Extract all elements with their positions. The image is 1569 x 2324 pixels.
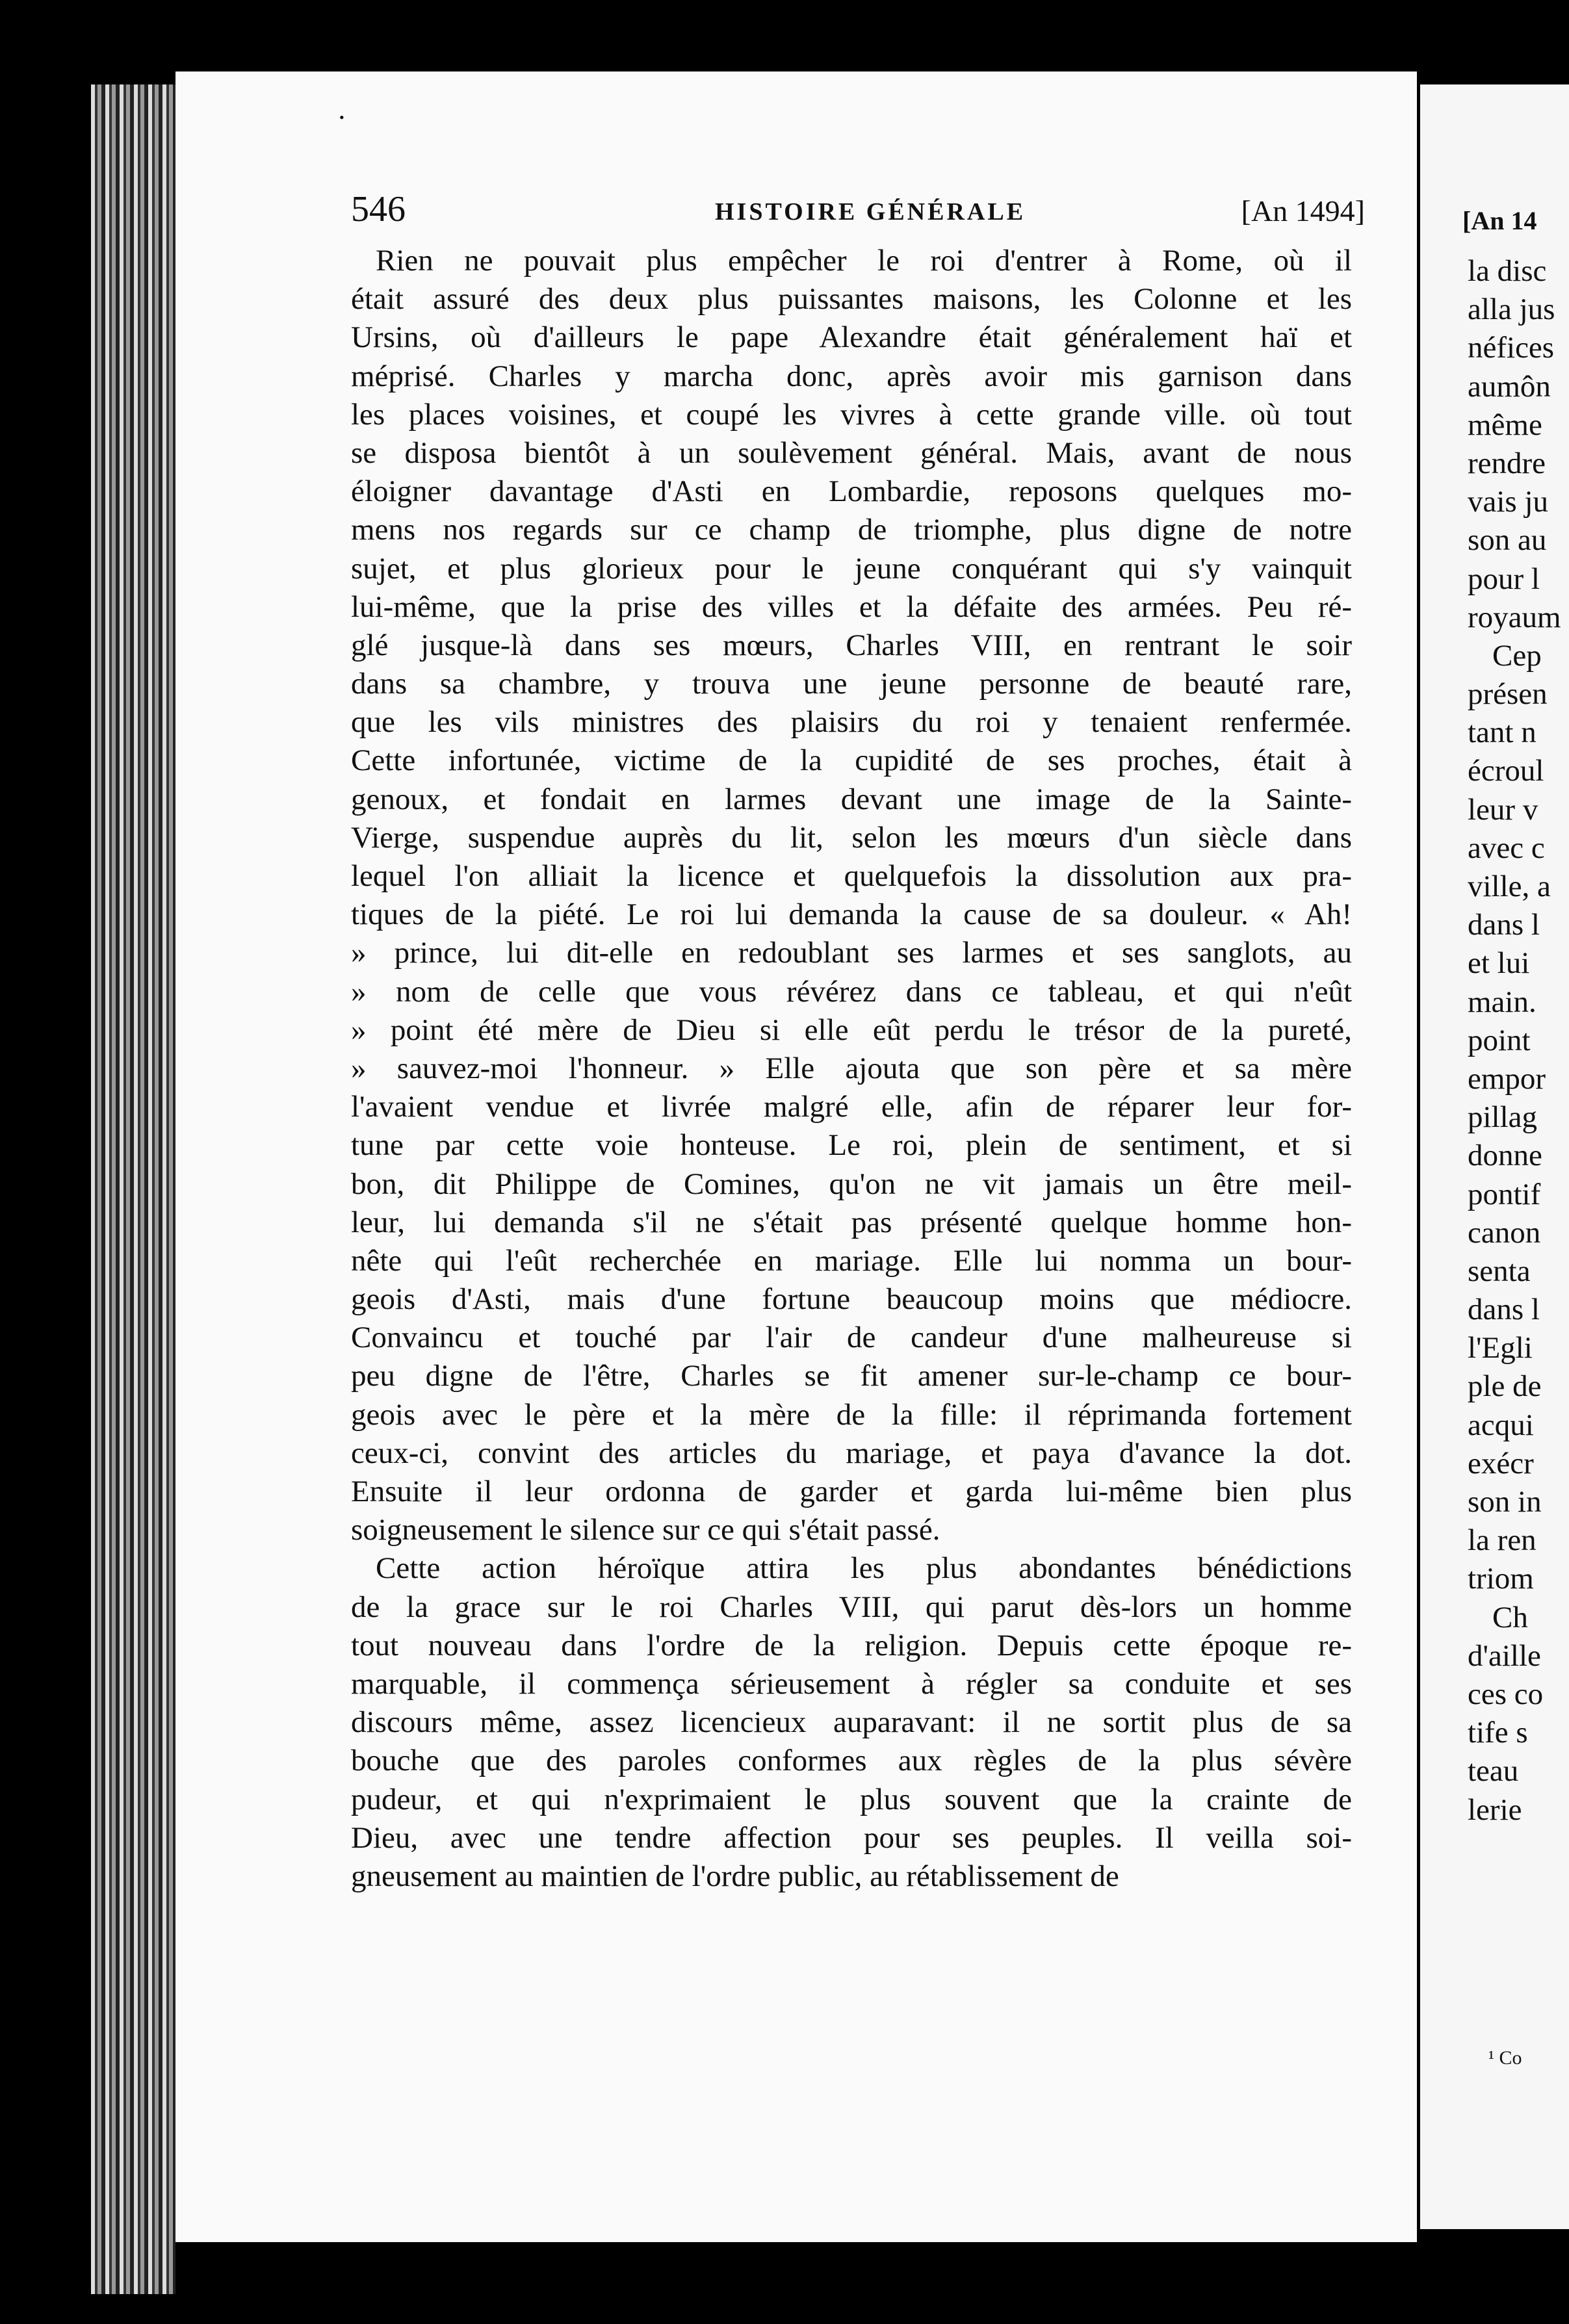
right-page-text [1468, 252, 1569, 1829]
right-text-line: d'aille [1468, 1638, 1541, 1673]
text-line: pudeur, et qui n'exprimaient le plus souvent que la crainte de [351, 1782, 1352, 1816]
text-line: discours même, assez licencieux auparavant: il ne sortit plus de sa [351, 1705, 1352, 1740]
text-line: sujet, et plus glorieux pour le jeune conquérant qui s'y vainquit [351, 551, 1352, 586]
text-line: tune par cette voie honteuse. Le roi, plein de sentiment, et si [351, 1128, 1352, 1163]
text-line: les places voisines, et coupé les vivres à cette grande ville. où tout [351, 397, 1352, 432]
text-line: Cette action héroïque attira les plus abondantes bénédictions [376, 1551, 1352, 1586]
text-line: geois avec le père et la mère de la fille: il réprimanda fortement [351, 1397, 1352, 1432]
right-text-line: avec c [1468, 831, 1545, 865]
text-line: nête qui l'eût recherchée en mariage. Elle lui nomma un bour- [351, 1243, 1352, 1278]
right-text-line: donne [1468, 1139, 1542, 1173]
text-line: Cette infortunée, victime de la cupidité de ses proches, était à [351, 743, 1352, 778]
right-text-line: la ren [1468, 1523, 1537, 1558]
right-text-line: ces co [1468, 1677, 1544, 1711]
right-text-line: pour l [1468, 562, 1540, 596]
text-line: tiques de la piété. Le roi lui demanda la cause de sa douleur. « Ah! [351, 897, 1352, 932]
text-line: que les vils ministres des plaisirs du roi y tenaient renfermée. [351, 705, 1352, 740]
right-text-line: point [1468, 1023, 1531, 1057]
text-line: bouche que des paroles conformes aux règles de la plus sévère [351, 1744, 1352, 1778]
text-line: mens nos regards sur ce champ de triomphe, plus digne de notre [351, 513, 1352, 547]
text-line: lui-même, que la prise des villes et la défaite des armées. Peu ré- [351, 589, 1352, 624]
right-text-line: l'Egli [1468, 1331, 1533, 1365]
right-text-line: royaum [1468, 600, 1561, 634]
right-text-line: triom [1468, 1562, 1534, 1596]
text-line: » nom de celle que vous révérez dans ce tableau, et qui n'eût [351, 974, 1352, 1009]
text-line: Ursins, où d'ailleurs le pape Alexandre était généralement haï et [351, 320, 1352, 355]
text-line: bon, dit Philippe de Comines, qu'on ne vit jamais un être meil- [351, 1167, 1352, 1201]
text-line: leur, lui demanda s'il ne s'était pas présenté quelque homme hon- [351, 1205, 1352, 1239]
text-line: peu digne de l'être, Charles se fit amener sur-le-champ ce bour- [351, 1359, 1352, 1393]
right-text-line: Cep [1492, 638, 1542, 673]
right-text-line: alla jus [1468, 292, 1555, 327]
text-line: de la grace sur le roi Charles VIII, qui parut dès-lors un homme [351, 1590, 1352, 1624]
text-line: ceux-ci, convint des articles du mariage, et paya d'avance la dot. [351, 1436, 1352, 1470]
text-line: éloigner davantage d'Asti en Lombardie, reposons quelques mo- [351, 474, 1352, 509]
text-line: lequel l'on alliait la licence et quelquefois la dissolution aux pra- [351, 859, 1352, 893]
right-text-line: acqui [1468, 1408, 1534, 1442]
right-text-line: pillag [1468, 1100, 1538, 1135]
right-text-line: ple de [1468, 1369, 1542, 1404]
right-text-line: et lui [1468, 946, 1530, 981]
page-number: 546 [351, 189, 406, 229]
right-text-line: ville, a [1468, 870, 1551, 903]
right-text-line: canon [1468, 1215, 1541, 1250]
body-text [351, 242, 1352, 1896]
text-line: l'avaient vendue et livrée malgré elle, afin de réparer leur for- [351, 1090, 1352, 1124]
text-line: soigneusement le silence sur ce qui s'était passé. [351, 1513, 940, 1547]
text-line: » point été mère de Dieu si elle eût perdu le trésor de la pureté, [351, 1013, 1352, 1047]
text-line: » sauvez-moi l'honneur. » Elle ajouta que son père et sa mère [351, 1051, 1352, 1085]
right-text-line: leur v [1468, 792, 1538, 827]
page-mark: • [339, 109, 344, 125]
book-spine-edge [91, 84, 175, 2294]
text-line: glé jusque-là dans ses mœurs, Charles VIII, en rentrant le soir [351, 628, 1352, 662]
right-text-line: écroul [1468, 754, 1544, 788]
right-text-line: pontif [1468, 1177, 1541, 1211]
right-page-footnote: ¹ Co [1488, 2047, 1522, 2069]
right-text-line: Ch [1492, 1600, 1528, 1634]
right-text-line: tant n [1468, 716, 1537, 750]
right-text-line: main. [1468, 985, 1537, 1019]
text-line: genoux, et fondait en larmes devant une image de la Sainte- [351, 782, 1352, 816]
right-text-line: teau [1468, 1754, 1519, 1788]
running-title: HISTOIRE GÉNÉRALE [715, 198, 1026, 226]
text-line: Dieu, avec une tendre affection pour ses peuples. Il veilla soi- [351, 1820, 1352, 1855]
text-line: tout nouveau dans l'ordre de la religion. Depuis cette époque re- [351, 1628, 1352, 1662]
text-line: méprisé. Charles y marcha donc, après avoir mis garnison dans [351, 359, 1352, 393]
right-text-line: senta [1468, 1254, 1531, 1288]
right-text-line: aumôn [1468, 369, 1551, 404]
right-text-line: dans l [1468, 908, 1540, 942]
text-line: Vierge, suspendue auprès du lit, selon les mœurs d'un siècle dans [351, 820, 1352, 855]
right-text-line: même [1468, 407, 1542, 442]
text-line: geois d'Asti, mais d'une fortune beaucoup moins que médiocre. [351, 1282, 1352, 1317]
right-text-line: rendre [1468, 446, 1546, 480]
text-line: Convaincu et touché par l'air de candeur d'une malheureuse si [351, 1321, 1352, 1355]
text-line: Rien ne pouvait plus empêcher le roi d'entrer à Rome, où il [376, 244, 1352, 278]
right-text-line: dans l [1468, 1293, 1540, 1327]
right-text-line: lerie [1468, 1792, 1522, 1827]
text-line: Ensuite il leur ordonna de garder et garda lui-même bien plus [351, 1475, 1352, 1508]
right-text-line: vais ju [1468, 485, 1549, 519]
right-text-line: son au [1468, 523, 1547, 558]
page-header [351, 188, 1365, 234]
text-line: gneusement au maintien de l'ordre public, au rétablissement de [351, 1859, 1119, 1893]
year-marker: [An 1494] [1241, 194, 1365, 227]
text-line: dans sa chambre, y trouva une jeune personne de beauté rare, [351, 667, 1352, 701]
right-text-line: la disc [1468, 254, 1547, 288]
text-line: marquable, il commença sérieusement à régler sa conduite et ses [351, 1666, 1352, 1701]
right-text-line: présen [1468, 677, 1548, 712]
right-text-line: son in [1468, 1485, 1542, 1519]
text-line: » prince, lui dit-elle en redoublant ses larmes et ses sanglots, au [351, 936, 1352, 970]
right-text-line: tife s [1468, 1716, 1528, 1750]
text-line: se disposa bientôt à un soulèvement général. Mais, avant de nous [351, 435, 1352, 470]
right-text-line: empor [1468, 1061, 1546, 1096]
right-text-line: exécr [1468, 1446, 1534, 1480]
text-line: était assuré des deux plus puissantes maisons, les Colonne et les [351, 282, 1352, 316]
right-page-header: [An 14 [1462, 206, 1537, 235]
right-text-line: néfices [1468, 331, 1555, 365]
